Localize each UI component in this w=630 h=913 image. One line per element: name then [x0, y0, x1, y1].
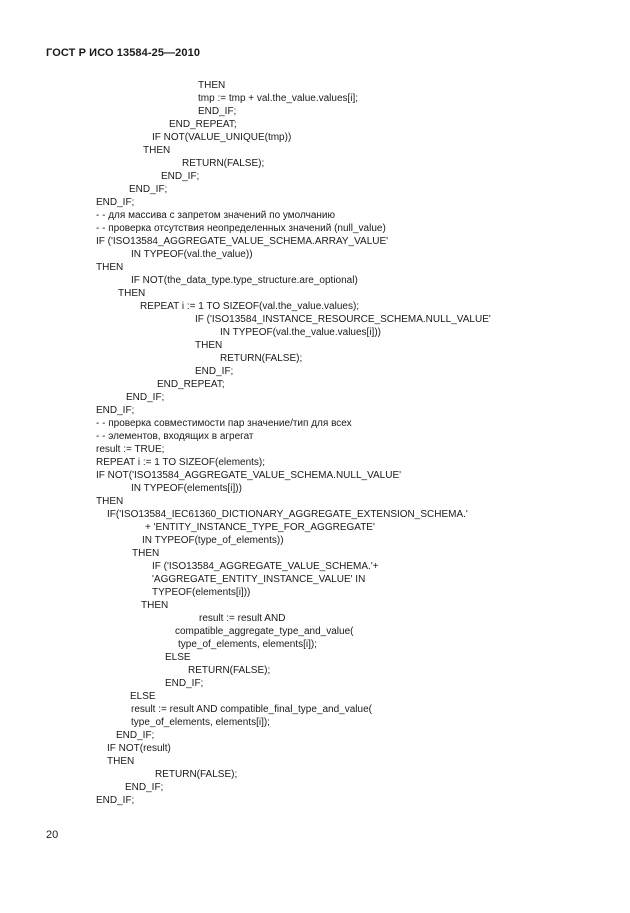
code-line: END_IF; — [126, 392, 165, 403]
code-line: - - элементов, входящих в агрегат — [96, 431, 254, 442]
code-line: type_of_elements, elements[i]); — [131, 717, 270, 728]
code-line: TYPEOF(elements[i])) — [152, 587, 251, 598]
code-line: END_IF; — [195, 366, 234, 377]
code-line: result := result AND — [199, 613, 286, 624]
code-line: END_IF; — [129, 184, 168, 195]
code-line: IF('ISO13584_IEC61360_DICTIONARY_AGGREGATE_EXTENSION_SCHEMA.' — [107, 509, 468, 520]
code-line: + 'ENTITY_INSTANCE_TYPE_FOR_AGGREGATE' — [145, 522, 375, 533]
code-line: THEN — [195, 340, 223, 351]
code-line: THEN — [118, 288, 146, 299]
code-line: END_IF; — [96, 197, 135, 208]
code-line: IF NOT(the_data_type.type_structure.are_optional) — [131, 275, 358, 286]
code-line: IF NOT(result) — [107, 743, 171, 754]
code-line: IF ('ISO13584_AGGREGATE_VALUE_SCHEMA.'+ — [152, 561, 379, 572]
code-line: - - для массива с запретом значений по умолчанию — [96, 210, 336, 221]
code-line: ELSE — [165, 652, 191, 663]
code-line: RETURN(FALSE); — [188, 665, 271, 676]
code-line: IN TYPEOF(val.the_value.values[i])) — [220, 327, 381, 338]
code-line: IN TYPEOF(val.the_value)) — [131, 249, 253, 260]
code-line: RETURN(FALSE); — [182, 158, 265, 169]
code-line: IF ('ISO13584_AGGREGATE_VALUE_SCHEMA.ARRAY_VALUE' — [96, 236, 389, 247]
code-line: END_IF; — [125, 782, 164, 793]
code-line: IN TYPEOF(type_of_elements)) — [142, 535, 284, 546]
code-line: IF NOT('ISO13584_AGGREGATE_VALUE_SCHEMA.NULL_VALUE' — [96, 470, 402, 481]
code-line: THEN — [107, 756, 135, 767]
code-line: result := result AND compatible_final_type_and_value( — [131, 704, 372, 715]
code-line: END_IF; — [161, 171, 200, 182]
code-line: RETURN(FALSE); — [155, 769, 238, 780]
code-line: THEN — [143, 145, 171, 156]
code-line: tmp := tmp + val.the_value.values[i]; — [198, 93, 359, 104]
code-line: type_of_elements, elements[i]); — [178, 639, 317, 650]
code-line: 'AGGREGATE_ENTITY_INSTANCE_VALUE' IN — [152, 574, 366, 585]
code-line: THEN — [132, 548, 160, 559]
document-header: ГОСТ Р ИСО 13584-25—2010 — [46, 47, 201, 59]
code-line: IF ('ISO13584_INSTANCE_RESOURCE_SCHEMA.NULL_VALUE' — [195, 314, 491, 325]
code-line: REPEAT i := 1 TO SIZEOF(val.the_value.values); — [140, 301, 360, 312]
code-line: THEN — [96, 496, 124, 507]
code-line: result := TRUE; — [96, 444, 165, 455]
code-line: THEN — [141, 600, 169, 611]
code-line: - - проверка отсутствия неопределенных значений (null_value) — [96, 223, 386, 234]
code-line: ELSE — [130, 691, 156, 702]
code-line: compatible_aggregate_type_and_value( — [175, 626, 354, 637]
code-line: IN TYPEOF(elements[i])) — [131, 483, 242, 494]
code-line: IF NOT(VALUE_UNIQUE(tmp)) — [152, 132, 292, 143]
code-line: THEN — [198, 80, 226, 91]
page-number: 20 — [46, 829, 59, 841]
code-line: END_IF; — [96, 795, 135, 806]
code-line: END_IF; — [198, 106, 237, 117]
code-line: END_REPEAT; — [157, 379, 225, 390]
code-line: END_REPEAT; — [169, 119, 237, 130]
code-line: END_IF; — [165, 678, 204, 689]
code-line: END_IF; — [96, 405, 135, 416]
code-line: THEN — [96, 262, 124, 273]
code-line: REPEAT i := 1 TO SIZEOF(elements); — [96, 457, 266, 468]
code-line: - - проверка совместимости пар значение/тип для всех — [96, 418, 352, 429]
code-line: END_IF; — [116, 730, 155, 741]
code-line: RETURN(FALSE); — [220, 353, 303, 364]
